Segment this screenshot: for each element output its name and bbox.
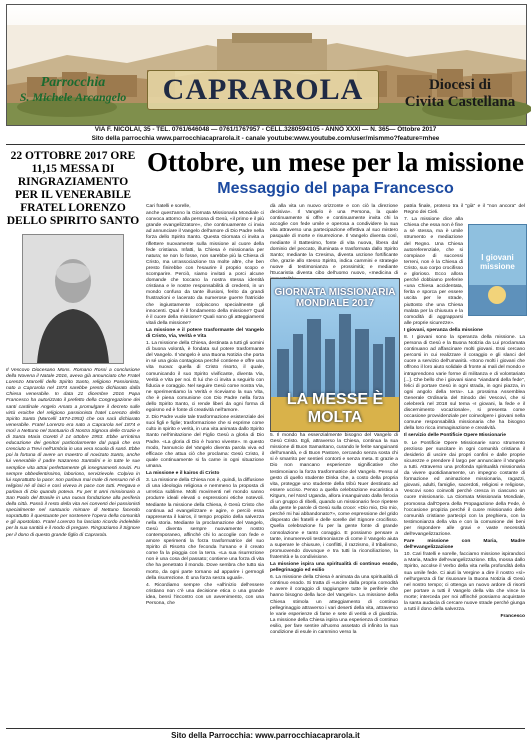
- header-banner: [6, 4, 527, 126]
- newsletter-page: [6, 4, 525, 746]
- event-announcement: 22 OTTOBRE 2017 ORE 11,15 MESSA DI RINGRAZIAMENTO PER IL VENERABILE FRATEL LORENZO DELLO SPIRITO SANTO: [6, 150, 140, 227]
- article-subheading: La missione e il potere trasformante del Vangelo di Cristo, Via, Verità e Vita: [146, 327, 264, 339]
- article-subheading: Fare missione con Maria, Madre dell'evangelizzazione: [404, 539, 525, 551]
- poster-headline: GIORNATA MISSIONARIA MONDIALE 2017: [274, 287, 396, 309]
- diocese-label-line2: Civita Castellana: [404, 94, 516, 110]
- portrait-image: [23, 235, 123, 363]
- header-divider: [6, 144, 525, 145]
- article-paragraph: patria finale, proteso tra il "già" e il "non ancora" del Regno dei Cieli.: [404, 204, 525, 216]
- article-paragraph: Cari fratelli e sorelle,: [146, 204, 191, 209]
- portrait-photo: [22, 234, 124, 364]
- footer-website: Sito della Parrocchia: www.parrocchiacaprarola.it: [171, 731, 360, 740]
- article-column-1: [146, 204, 264, 728]
- contact-info-line: VIA F. NICOLAI, 35 - TEL. 0761/646048 — 0761/1767957 - CELL.3280594105 - ANNO XXXI — N. 365— Ottobre 2017: [94, 126, 437, 133]
- article-subheading: La missione e il kairos di Cristo: [146, 471, 220, 477]
- article-paragraph: 3. La missione della Chiesa non è, quindi, la diffusione di una ideologia religiosa e nemmeno la proposta di un'etica sublime. Molti movimenti nel mondo sanno produrre ideali elevati o espressioni etiche notevoli. Mediante la missione della Chiesa, è Gesù Cristo che continua ad evangelizzare e agire, e perciò essa rappresenta il kairos, il tempo propizio della salvezza nella storia. Mediante la proclamazione del Vangelo, Gesù diventa sempre nuovamente nostro contemporaneo, affinché chi lo accoglie con fede e amore sperimenti la forza trasformatrice del suo Spirito di Risorto che feconda l'umano e il creato come fa la pioggia con la terra. «La sua risurrezione non è una cosa del passato; contiene una forza di vita che ha penetrato il mondo. Dove sembra che tutto sia morto, da ogni parte tornano ad apparire i germogli della risurrezione. È una forza senza uguali».: [146, 478, 264, 581]
- article-subheading: Il servizio delle Pontificie Opere Missionarie: [404, 433, 506, 439]
- main-subheadline: Messaggio del papa Francesco: [217, 180, 454, 197]
- article-paragraph: 1. La missione della Chiesa, destinata a tutti gli uomini di buona volontà, è fondata sul potere trasformante del Vangelo. Il Vangelo è una Buona Notizia che porta in sé una gioia contagiosa perché contiene e offre una vita nuova: quella di Cristo risorto, il quale, comunicando il suo Spirito vivificante, diventa Via, Verità e Vita per noi. È lui che ci invita a seguirlo con fiducia e coraggio. Nel seguire Gesù come nostra Via, ne sperimentiamo la Verità e riceviamo la sua Vita, che è piena comunione con Dio Padre nella forza dello Spirito Santo, ci rende liberi da ogni forma di egoismo ed è fonte di creatività nell'amore.: [146, 341, 264, 414]
- book-title: I giovani missione: [480, 253, 515, 271]
- article-paragraph: 6. La missione della Chiesa è animata da una spiritualità di continuo esodo. Si tratta di «uscire dalla propria comodità e avere il coraggio di raggiungere tutte le periferie che hanno bisogno della luce del Vangelo». La missione della Chiesa stimola un atteggiamento di continuo pellegrinaggio attraverso i vari deserti della vita, attraverso le varie esperienze di fame e sete di verità e di giustizia. La missione della Chiesa ispira una esperienza di continuo esilio, per fare sentire all'uomo assetato di infinito la sua condizione di esule in cammino verso la: [270, 575, 398, 635]
- article-paragraph: anche quest'anno la Giornata Missionaria Mondiale ci convoca attorno alla persona di Gesù, «il primo e il più grande evangelizzatore», che continuamente ci invia ad annunciare il Vangelo dell'amore di Dio Padre nella forza dello Spirito Santo. Questa Giornata ci invita a riflettere nuovamente sulla missione al cuore della fede cristiana. Infatti, la Chiesa è missionaria per natura; se non lo fosse, non sarebbe più la Chiesa di Cristo, ma un'associazione tra molte altre, che ben presto finirebbe con l'esaurire il proprio scopo e scomparire. Perciò, siamo invitati a porci alcune domande che toccano la nostra stessa identità cristiana e le nostre responsabilità di credenti, in un mondo confuso da tante illusioni, ferito da grandi frustrazioni e lacerato da numerose guerre fratricide che ingiustamente colpiscono specialmente gli innocenti. Qual è il fondamento della missione? Qual è il cuore della missione? Quali sono gli atteggiamenti vitali della missione?: [146, 211, 264, 326]
- article-subheading: I giovani, speranza della missione: [404, 327, 483, 333]
- masthead-title: CAPRAROLA: [147, 70, 379, 110]
- parish-label-line1: Parrocchia: [40, 75, 106, 90]
- article-subheading: La missione ispira una spiritualità di continuo esodo, pellegrinaggio ed esilio: [270, 561, 398, 574]
- youth-mission-book-cover: [468, 224, 527, 316]
- article-paragraph: 8. I giovani sono la speranza della missione. La persona di Gesù e la Buona Notizia da Lui proclamata continuano ad affascinare molti giovani. Essi cercano percorsi in cui realizzare il coraggio e gli slanci del cuore a servizio dell'umanità. «Sono molti i giovani che offrono il loro aiuto solidale di fronte ai mali del mondo e intraprendono varie forme di militanza e di volontariato [...]. Che bello che i giovani siano "viandanti della fede", felici di portare Gesù in ogni strada, in ogni piazza, in ogni angolo della terra». La prossima Assemblea Generale Ordinaria del Sinodo dei Vescovi, che si celebrerà nel 2018 sul tema «I giovani, la fede e il discernimento vocazionale», si presenta come occasione provvidenziale per coinvolgere i giovani nella comune responsabilità missionaria che ha bisogno della loro ricca immaginazione e creatività.: [404, 334, 525, 432]
- signature: Francesco: [500, 614, 525, 620]
- parish-label-line2: S. Michele Arcangelo: [19, 90, 127, 104]
- website-info-line: Sito della parrocchia www.parrocchiacaprarola.it - canale youtube:www.youtube.com/user/mismmo?feature=mhee: [91, 135, 440, 142]
- article-paragraph: 10. Cari fratelli e sorelle, facciamo missione ispirandoci a Maria, Madre dell'evangelizzazione. Ella, mossa dallo Spirito, accolse il Verbo della vita nella profondità della sua umile fede. Ci aiuti la Vergine a dire il nostro «sì» nell'urgenza di far risuonare la Buona Notizia di Gesù nel nostro tempo; ci ottenga un nuovo ardore di risorti per portare a tutti il Vangelo della vita che vince la morte; interceda per noi affinché possiamo acquistare la santa audacia di cercare nuove strade perché giunga a tutti il dono della salvezza.: [404, 552, 525, 613]
- parish-label: [13, 75, 133, 105]
- article-paragraph: dà alla vita un nuovo orizzonte e con ciò la direzione decisiva». Il Vangelo è una Persona, la quale continuamente si offre e continuamente invita chi la accoglie con fede umile e operosa a condividere la sua vita attraverso una partecipazione effettiva al suo mistero pasquale di morte e risurrezione. Il Vangelo diventa così, mediante il Battesimo, fonte di vita nuova, libera dal dominio del peccato, illuminata e trasformata dallo Spirito Santo; mediante la Cresima, diventa unzione fortificante che, grazie allo stesso Spirito, indica cammini e strategie nuove di testimonianza e prossimità; e mediante l'Eucaristia diventa cibo dell'uomo nuovo, «medicina di: [270, 204, 398, 277]
- article-paragraph: 9. Le Pontificie Opere Missionarie sono strumento prezioso per suscitare in ogni comunità cristiana il desiderio di uscire dai propri confini e dalle proprie sicurezze e prendere il largo per annunciare il Vangelo a tutti. Attraverso una profonda spiritualità missionaria da vivere quotidianamente, un impegno costante di formazione ed animazione missionaria, ragazzi, giovani, adulti, famiglie, sacerdoti, religiosi e religiose, Vescovi sono coinvolti perché cresca in ciascuno un cuore missionario. La Giornata Missionaria Mondiale, promossa dall'Opera della Propagazione della Fede, è l'occasione propizia perché il cuore missionario delle comunità cristiane partecipi con la preghiera, con la testimonianza della vita e con la comunione dei beni per rispondere alle gravi e vaste necessità dell'evangelizzazione.: [404, 440, 525, 537]
- diocese-label: [400, 77, 520, 111]
- poster-slogan: LA MESSE È MOLTA: [286, 391, 384, 426]
- footer-divider: [6, 728, 525, 729]
- article-columns: [146, 204, 525, 728]
- article-paragraph: 7. La missione dice alla Chiesa che essa non è fine a sé stessa, ma è umile strumento e mediazione del Regno. Una Chiesa autoreferenziale, che si compiace di successi terreni, non è la Chiesa di Cristo, suo corpo crocifisso e glorioso. Ecco allora perché dobbiamo preferire «una Chiesa accidentata, ferita e sporca per essere uscita per le strade, piuttosto che una Chiesa malata per la chiusura e la comodità di aggrapparsi alle proprie sicurezze».: [404, 217, 463, 326]
- mission-day-poster: [270, 278, 400, 432]
- article-paragraph: 2. Dio Padre vuole tale trasformazione esistenziale dei suoi figli e figlie; trasformazione che si esprime come culto in spirito e verità, in una vita animata dallo Spirito Santo nell'imitazione del Figlio Gesù a gloria di Dio Padre. «La gloria di Dio è l'uomo vivente». In questo modo, l'annuncio del Vangelo diventa parola viva ed efficace che attua ciò che proclama: Gesù Cristo, il quale continuamente si fa carne in ogni situazione umana.: [146, 415, 264, 469]
- diocese-label-line1: Diocesi di: [428, 77, 492, 93]
- venerable-article-text: Il Vescovo Diocesano Mons. Romano Rossi a conclusione della Novena il Natale 2016, aveva già annunciato che Fratel Lorenzo Marcelli dello Spirito Santo, religioso Passionista, nato a Caprarola nel 1874 sarebbe presto dichiarato dalla Chiesa venerabile. In data 21 dicembre 2016 Papa Francesco ha autorizzato il prefetto della Congregazione dei santi cardinale Angelo Amato a promulgare il decreto sulle virtù eroiche del religioso passionista fratel Lorenzo dello Spirito Santo (Marcelli 1874-1953) che ora sarà dichiarato venerabile. Fratel Lorenzo era nato a Caprarola nel 1874 e morì a Nettuno nel Santuario di Nostra Signora delle Grazie e di Santa Maria Goretti il 14 ottobre 1953. Ebbe un'intima educazione dei genitori particolarmente dal papà che era cresciuto a Trevi nell'Umbria in una vera scuola di santi. Ebbe poi la fortuna di avere un maestro di novizato Santo, anche lui venerabile il padre Nazareno Santolini e in tutte le sue semplice vita attrai perfettamente gli insegnamenti novizi. Fu sempre obbedientissimo, laborioso, servizievole. Colpiva in lui soprattutto la pace: non parlava mai male di nessuno né di religiosi né di laici e così viveva in pace con tutti. Pregava e parlava di Dio quando poteva. Fu per 8 anni missionario a San Paolo del Brasile in una nuova fondazione alla periferia della città. Passò il resto della vita nei conventi dei passionisti specialmente nel santuario mimare di Nettuno facendo soprattutto il questuante per sostenere l'opera della comunità e gli apostolato. Fratel Lorenzo ha lasciato ricordo indelebile per la sua santità e il modo di pregare. Ringraziamo il Signore per il dono di questo grande figlio di Caprarola.: [6, 368, 140, 538]
- main-headline: Ottobre, un mese per la missione: [147, 147, 524, 177]
- left-column: [6, 150, 140, 710]
- article-paragraph: 4. Ricordiamo sempre che «all'inizio dell'essere cristiano non c'è una decisione etica o una grande idea, bensì l'incontro con un avvenimento, con una Persona, che: [146, 582, 264, 606]
- article-paragraph: 5. Il mondo ha essenzialmente bisogno del Vangelo di Gesù Cristo. Egli, attraverso la Chiesa, continua la sua missione di Buon Samaritano, curando le ferite sanguinanti dell'umanità, e di Buon Pastore, cercando senza sosta chi si è smarrito per sentieri contorti e senza meta. E grazie a Dio non mancano esperienze significative che testimoniano la forza trasformatrice del Vangelo. Penso al gesto di quello studente Dinka che, a costo della propria vita, protegge uno studente della tribù Nuer destinato ad essere ucciso. Penso a quella celebrazione eucaristica a Kitgum, nel Nord Uganda, allora insanguinato dalla ferocia di un gruppo di ribelli, quando un missionario fece ripetere alla gente le parole di Gesù sulla croce: «Dio mio, Dio mio, perché mi hai abbandonato?», come espressione del grido disperato dei fratelli e delle sorelle del Signore crocifisso. Quella celebrazione fu per la gente fonte di grande consolazione e tanto coraggio. E possiamo pensare a tante, innumerevoli testimonianze di come il Vangelo aiuta a superare le chiusure, i conflitti, il razzismo, il tribalismo, promuovendo dovunque e tra tutti la riconciliazione, la fraternità e la condivisione.: [270, 433, 398, 560]
